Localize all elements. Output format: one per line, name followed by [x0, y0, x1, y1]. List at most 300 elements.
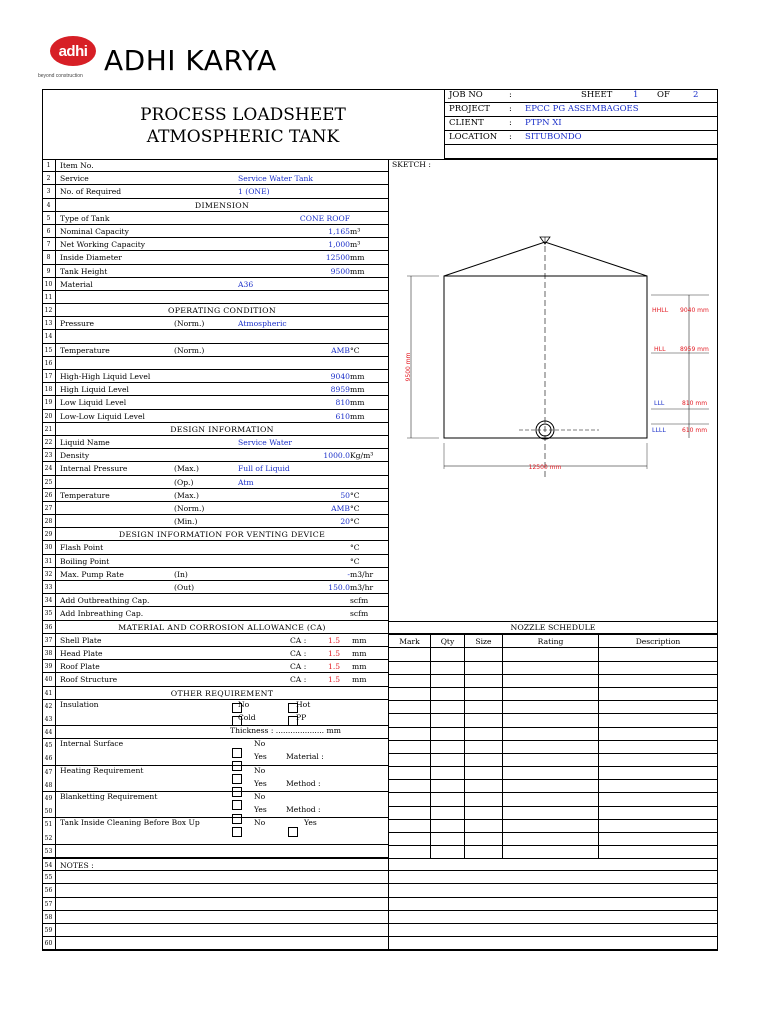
col-qty: Qty — [431, 635, 465, 648]
project-value: EPCC PG ASSEMBAGOES — [525, 104, 639, 114]
table-row — [42, 489, 388, 502]
section-header: MATERIAL AND CORROSION ALLOWANCE (CA) — [118, 622, 326, 632]
colon: : — [509, 104, 512, 114]
row-number: 10 — [42, 278, 56, 290]
row-number: 53 — [42, 845, 56, 857]
row-unit: mm — [352, 635, 367, 645]
table-row — [42, 278, 388, 291]
cold-option: Cold — [238, 712, 256, 722]
row-number: 48 — [42, 779, 56, 791]
row-value: 12500 — [325, 253, 350, 263]
table-row — [42, 291, 388, 304]
table-row — [42, 199, 388, 212]
nozzle-row — [389, 648, 718, 661]
yes-option: Yes — [304, 818, 317, 828]
row-value: - — [347, 569, 350, 579]
row-number: 41 — [42, 687, 56, 699]
nozzle-row — [389, 806, 718, 819]
row-number: 18 — [42, 383, 56, 395]
row-value: AMB — [331, 345, 350, 355]
section-header: DESIGN INFORMATION — [170, 424, 274, 434]
row-unit: m3/hr — [350, 569, 374, 579]
row-label: Roof Structure — [60, 675, 118, 685]
hll-label: HLL — [654, 346, 666, 353]
row-sublabel: (Max.) — [174, 464, 199, 474]
table-row — [42, 541, 388, 554]
table-row — [42, 634, 388, 647]
row-unit: m3/hr — [350, 583, 374, 592]
row-value: Service Water Tank — [238, 174, 313, 184]
table-row — [42, 172, 388, 185]
no-option: No — [254, 792, 266, 802]
row-number: 43 — [42, 713, 56, 725]
row-number: 47 — [42, 766, 56, 779]
row-sublabel: (In) — [174, 569, 188, 579]
method-field: Method : — [286, 805, 321, 815]
row-label: Low Liquid Level — [60, 398, 127, 408]
row-number: 49 — [42, 792, 56, 805]
notes-row — [42, 884, 718, 897]
method-field: Method : — [286, 778, 321, 788]
row-number: 39 — [42, 660, 56, 672]
row-value: 9040 — [330, 372, 350, 381]
section-header: DIMENSION — [194, 200, 250, 210]
row-label: Temperature — [60, 490, 110, 500]
row-number: 38 — [42, 647, 56, 659]
ca-value: 1.5 — [328, 675, 341, 685]
cleaning-label: Tank Inside Cleaning Before Box Up — [60, 818, 200, 828]
sheet-total: 2 — [693, 90, 699, 100]
row-number: 13 — [42, 317, 56, 329]
row-unit: Kg/m³ — [350, 451, 374, 461]
row-number: 31 — [42, 555, 56, 567]
row-label: Nominal Capacity — [60, 226, 129, 236]
row-number: 40 — [42, 673, 56, 685]
row-unit: °C — [350, 503, 360, 513]
row-label: Liquid Name — [60, 437, 110, 447]
row-label: Service — [60, 174, 89, 184]
row-number: 26 — [42, 489, 56, 501]
other-requirement — [42, 700, 388, 858]
section-header: OTHER REQUIREMENT — [170, 688, 274, 698]
row-number: 33 — [42, 581, 56, 593]
table-row — [42, 673, 388, 686]
row-label: Inside Diameter — [60, 253, 122, 263]
yes-option: Yes — [254, 752, 267, 762]
table-row — [42, 423, 388, 436]
colon: : — [509, 90, 512, 100]
row-number: 30 — [42, 541, 56, 553]
logo-tagline: beyond construction — [38, 73, 83, 79]
notes-section — [42, 858, 718, 950]
checkbox[interactable] — [232, 787, 242, 797]
row-unit: mm — [350, 266, 365, 276]
row-sublabel: (Min.) — [174, 517, 198, 527]
row-label: Tank Height — [60, 266, 108, 276]
row-number: 11 — [42, 291, 56, 303]
of-label: OF — [657, 90, 670, 100]
ca-value: 1.5 — [328, 635, 341, 645]
row-sublabel: (Op.) — [174, 477, 194, 487]
row-label: Add Outbreathing Cap. — [60, 596, 150, 606]
table-row — [42, 779, 388, 792]
llll-value: 610 mm — [682, 427, 708, 434]
row-number: 29 — [42, 528, 56, 540]
lll-value: 810 mm — [682, 400, 708, 407]
nozzle-row — [389, 833, 718, 846]
col-mark: Mark — [389, 635, 431, 648]
row-number: 52 — [42, 832, 56, 844]
nozzle-row — [389, 714, 718, 727]
row-label: Temperature — [60, 345, 110, 355]
row-number: 6 — [42, 225, 56, 237]
nozzle-row — [389, 846, 718, 859]
nozzle-row — [389, 819, 718, 832]
row-unit: mm — [352, 648, 367, 658]
yes-option: Yes — [254, 778, 267, 788]
yes-option: Yes — [254, 805, 267, 815]
checkbox[interactable] — [232, 716, 242, 726]
table-row — [42, 752, 388, 765]
process-data-table — [42, 159, 388, 858]
row-number: 4 — [42, 199, 56, 211]
title-line2: ATMOSPHERIC TANK — [146, 127, 340, 147]
heating-label: Heating Requirement — [60, 765, 144, 775]
row-number: 12 — [42, 304, 56, 316]
notes-row — [42, 871, 718, 884]
pp-option: PP — [296, 712, 307, 722]
table-row — [42, 555, 388, 568]
row-number: 22 — [42, 436, 56, 448]
client-row — [445, 117, 718, 131]
table-row — [42, 713, 388, 726]
row-label: High Liquid Level — [60, 385, 129, 395]
row-number: 51 — [42, 818, 56, 831]
row-number: 35 — [42, 607, 56, 619]
nozzle-row — [389, 767, 718, 780]
row-value: 50 — [340, 490, 350, 500]
lll-label: LLL — [654, 400, 665, 407]
no-option: No — [254, 818, 266, 828]
checkbox[interactable] — [232, 703, 242, 713]
row-number: 57 — [42, 898, 56, 910]
row-number: 20 — [42, 410, 56, 422]
col-rating: Rating — [503, 635, 599, 648]
row-unit: mm — [350, 253, 365, 263]
blank-row — [445, 145, 718, 159]
checkbox[interactable] — [232, 827, 242, 837]
title-line1: PROCESS LOADSHEET — [140, 105, 346, 125]
checkbox[interactable] — [232, 774, 242, 784]
table-row — [42, 185, 388, 198]
notes-row — [42, 924, 718, 937]
row-value: 150.0 — [328, 583, 350, 592]
table-row — [42, 528, 388, 541]
sheet-label: SHEET — [581, 90, 613, 100]
tank-sketch — [389, 219, 719, 539]
notes-row — [42, 858, 718, 871]
blanketting-label: Blanketting Requirement — [60, 792, 158, 802]
table-row — [42, 660, 388, 673]
table-row — [42, 383, 388, 396]
row-value: 610 — [335, 411, 350, 421]
row-label: Internal Pressure — [60, 464, 128, 474]
row-value: 20 — [340, 517, 350, 527]
diameter-dim-label: 12500 mm — [528, 464, 562, 471]
notes-row — [42, 937, 718, 950]
table-row — [42, 568, 388, 581]
row-unit: m³ — [350, 226, 361, 236]
row-number: 17 — [42, 370, 56, 382]
table-row — [42, 515, 388, 528]
client-value: PTPN XI — [525, 118, 562, 128]
row-label: Density — [60, 451, 90, 461]
table-row — [42, 304, 388, 317]
table-row — [42, 449, 388, 462]
row-label: High-High Liquid Level — [60, 372, 151, 381]
row-label: Flash Point — [60, 543, 104, 553]
row-number: 25 — [42, 476, 56, 488]
row-number: 36 — [42, 621, 56, 633]
client-label: CLIENT — [449, 118, 484, 128]
location-label: LOCATION — [449, 132, 498, 142]
row-number: 5 — [42, 212, 56, 224]
row-number: 28 — [42, 515, 56, 527]
checkbox[interactable] — [232, 814, 242, 824]
table-row — [42, 845, 388, 858]
table-row — [42, 581, 388, 594]
row-value: Full of Liquid — [238, 464, 290, 474]
hhll-label: HHLL — [652, 307, 669, 314]
row-label: Low-Low Liquid Level — [60, 411, 145, 421]
row-sublabel: (Norm.) — [174, 319, 205, 329]
row-value: Atmospheric — [238, 319, 287, 329]
row-number: 14 — [42, 330, 56, 342]
nozzle-row — [389, 780, 718, 793]
row-unit: mm — [350, 385, 365, 395]
no-option: No — [254, 765, 266, 775]
table-row — [42, 212, 388, 225]
row-label: No. of Required — [60, 187, 122, 197]
checkbox[interactable] — [232, 800, 242, 810]
table-row — [42, 251, 388, 264]
row-number: 37 — [42, 634, 56, 646]
row-number: 44 — [42, 726, 56, 738]
row-label: Pressure — [60, 319, 95, 329]
section-header: DESIGN INFORMATION FOR VENTING DEVICE — [118, 530, 326, 540]
row-sublabel: (Norm.) — [174, 345, 205, 355]
row-label: Max. Pump Rate — [60, 569, 124, 579]
internal-surface-label: Internal Surface — [60, 739, 124, 749]
row-label: Material — [60, 279, 93, 289]
project-row — [445, 103, 718, 117]
notes-row — [42, 898, 718, 911]
colon: : — [509, 118, 512, 128]
nozzle-row — [389, 661, 718, 674]
row-number: 60 — [42, 937, 56, 949]
row-label: Roof Plate — [60, 662, 100, 672]
row-unit: °C — [350, 490, 360, 500]
nozzle-row — [389, 687, 718, 700]
table-row — [42, 410, 388, 423]
table-row — [42, 396, 388, 409]
row-number: 56 — [42, 884, 56, 896]
company-name: ADHI KARYA — [104, 44, 277, 77]
nozzle-row — [389, 740, 718, 753]
nozzle-row — [389, 674, 718, 687]
table-row — [42, 436, 388, 449]
row-number: 45 — [42, 739, 56, 752]
hot-option: Hot — [296, 699, 311, 709]
llll-label: LLLL — [652, 427, 666, 434]
row-label: Boiling Point — [60, 556, 110, 566]
row-number: 7 — [42, 238, 56, 250]
row-number: 34 — [42, 594, 56, 606]
row-unit: scfm — [350, 609, 369, 619]
table-row — [42, 594, 388, 607]
row-number: 19 — [42, 396, 56, 408]
row-number: 50 — [42, 805, 56, 817]
row-number: 23 — [42, 449, 56, 461]
row-unit: scfm — [350, 596, 369, 606]
checkbox[interactable] — [232, 748, 242, 758]
table-row — [42, 502, 388, 515]
row-label: Shell Plate — [60, 635, 102, 645]
row-value: 1,000 — [328, 240, 350, 250]
row-value: 1,165 — [328, 226, 350, 236]
colon: : — [509, 132, 512, 142]
section-header: OPERATING CONDITION — [168, 306, 276, 316]
row-label: Type of Tank — [60, 213, 110, 223]
project-label: PROJECT — [449, 104, 490, 114]
table-row — [42, 476, 388, 489]
sketch-label: SKETCH : — [392, 160, 431, 169]
checkbox[interactable] — [288, 703, 298, 713]
nozzle-schedule — [388, 621, 718, 859]
row-number: 32 — [42, 568, 56, 580]
material-field: Material : — [286, 752, 324, 762]
nozzle-row — [389, 727, 718, 740]
row-number: 21 — [42, 423, 56, 435]
row-unit: mm — [352, 662, 367, 672]
table-row — [42, 344, 388, 357]
ca-label: CA : — [290, 662, 307, 672]
table-row — [42, 238, 388, 251]
checkbox[interactable] — [288, 716, 298, 726]
row-sublabel: (Max.) — [174, 490, 199, 500]
row-value: 9500 — [330, 266, 350, 276]
nozzle-table — [388, 634, 718, 859]
notes-label: NOTES : — [60, 861, 94, 870]
table-row — [42, 225, 388, 238]
ca-value: 1.5 — [328, 662, 341, 672]
row-unit: °C — [350, 517, 360, 527]
ca-value: 1.5 — [328, 648, 341, 658]
row-value: CONE ROOF — [299, 213, 350, 223]
height-dim-label: 9500 mm — [405, 352, 412, 382]
job-row — [445, 89, 718, 103]
row-value: Service Water — [238, 437, 293, 447]
checkbox[interactable] — [288, 827, 298, 837]
logo: adhi — [50, 36, 96, 66]
thickness-field: Thickness : .................... mm — [230, 726, 341, 736]
row-label: Net Working Capacity — [60, 240, 146, 250]
row-unit: °C — [350, 543, 360, 553]
row-unit: °C — [350, 345, 360, 355]
table-row — [42, 370, 388, 383]
row-number: 8 — [42, 251, 56, 263]
ca-label: CA : — [290, 635, 307, 645]
no-option: No — [254, 739, 266, 749]
table-row — [42, 805, 388, 818]
row-unit: mm — [350, 372, 365, 381]
row-number: 24 — [42, 462, 56, 474]
row-unit: mm — [350, 411, 365, 421]
location-row — [445, 131, 718, 145]
row-label: Item No. — [60, 161, 94, 170]
hhll-value: 9040 mm — [680, 307, 709, 314]
table-row — [42, 462, 388, 475]
col-size: Size — [465, 635, 503, 648]
row-label: Head Plate — [60, 648, 103, 658]
row-value: Atm — [238, 477, 254, 487]
checkbox[interactable] — [232, 761, 242, 771]
table-row — [42, 159, 388, 172]
row-number: 15 — [42, 344, 56, 356]
row-number: 55 — [42, 871, 56, 883]
row-number: 59 — [42, 924, 56, 936]
row-value: 810 — [335, 398, 350, 408]
row-sublabel: (Out) — [174, 583, 195, 592]
nozzle-row — [389, 701, 718, 714]
table-row — [42, 832, 388, 845]
row-value: 1000.0 — [323, 451, 350, 461]
table-row — [42, 621, 388, 634]
row-unit: mm — [352, 675, 367, 685]
row-unit: mm — [350, 398, 365, 408]
ca-label: CA : — [290, 648, 307, 658]
no-option: No — [238, 699, 250, 709]
job-no-label: JOB NO — [449, 90, 483, 100]
row-value: 1 (ONE) — [238, 187, 270, 197]
row-number: 1 — [42, 159, 56, 171]
nozzle-title: NOZZLE SCHEDULE — [388, 621, 718, 634]
row-number: 16 — [42, 357, 56, 369]
notes-row — [42, 911, 718, 924]
table-row — [42, 687, 388, 700]
location-value: SITUBONDO — [525, 132, 582, 142]
row-number: 42 — [42, 700, 56, 713]
row-number: 3 — [42, 185, 56, 197]
ca-label: CA : — [290, 675, 307, 685]
row-number: 58 — [42, 911, 56, 923]
table-row — [42, 607, 388, 620]
row-unit: °C — [350, 556, 360, 566]
sheet-no: 1 — [633, 90, 639, 100]
nozzle-row — [389, 753, 718, 766]
row-sublabel: (Norm.) — [174, 503, 205, 513]
row-number: 9 — [42, 265, 56, 277]
row-number: 2 — [42, 172, 56, 184]
insulation-label: Insulation — [60, 699, 99, 709]
row-number: 54 — [42, 859, 56, 870]
table-row — [42, 265, 388, 278]
document-title — [42, 104, 444, 148]
row-value: A36 — [238, 279, 254, 289]
row-number: 46 — [42, 752, 56, 764]
table-row — [42, 357, 388, 370]
row-label: Add Inbreathing Cap. — [60, 609, 144, 619]
